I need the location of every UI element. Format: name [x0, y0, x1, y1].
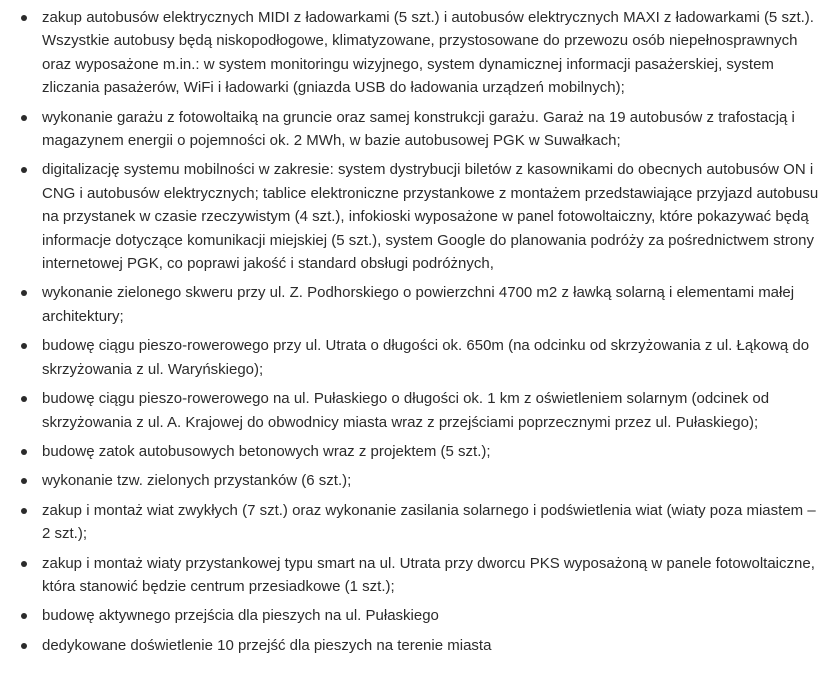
list-item-text: wykonanie garażu z fotowoltaiką na gruncie oraz samej konstrukcji garażu. Garaż na 19 autobusów z trafostacją i magazynem energii o pojemności ok. 2 MWh, w bazie autobusowej PGK w Suwałkach;	[42, 108, 795, 150]
list-item	[0, 158, 833, 275]
list-item	[0, 634, 833, 657]
list-item-text: zakup i montaż wiat zwykłych (7 szt.) oraz wykonanie zasilania solarnego i podświetlenia wiat (wiaty poza miastem – 2 szt.);	[42, 501, 816, 543]
list-item-text: zakup i montaż wiaty przystankowej typu smart na ul. Utrata przy dworcu PKS wyposażoną w panele fotowoltaiczne, która stanowić będzie centrum przesiadkowe (1 szt.);	[42, 554, 815, 595]
bullet-icon	[21, 15, 27, 21]
list-item-text: budowę ciągu pieszo-rowerowego na ul. Pułaskiego o długości ok. 1 km z oświetleniem solarnym (odcinek od skrzyżowania z ul. A. Krajowej do obwodnicy miasta wraz z przejściami poprzecznymi przez ul. Pułaskiego);	[42, 390, 770, 431]
list-item	[0, 387, 833, 434]
bullet-list	[0, 6, 833, 657]
bullet-icon	[21, 478, 27, 484]
bullet-icon	[21, 167, 27, 173]
list-item-text: digitalizację systemu mobilności w zakresie: system dystrybucji biletów z kasownikami do obecnych autobusów ON i CNG i autobusów elektrycznych; tablice elektroniczne przystankowe z montażem przedstawiające przyjazd autobusu na przystanek w czasie rzeczywistym (4 szt.), infokioski wyposażone w panel fotowoltaiczny, które pokazywać będą informacje dotyczące komunikacji miejskiej (5 szt.), system Google do planowania podróży za pośrednictwem strony internetowej PGK, co poprawi jakość i standard obsługi podróżnych,	[42, 161, 819, 273]
document-content	[0, 6, 833, 657]
bullet-icon	[21, 449, 27, 455]
bullet-icon	[21, 115, 27, 121]
list-item-text: budowę ciągu pieszo-rowerowego przy ul. Utrata o długości ok. 650m (na odcinku od skrzyżowania z ul. Łąkową do skrzyżowania z ul. Waryńskiego);	[42, 337, 810, 378]
bullet-icon	[21, 396, 27, 402]
bullet-icon	[21, 290, 27, 296]
list-item	[0, 6, 833, 100]
bullet-icon	[21, 643, 27, 649]
list-item-text: budowę zatok autobusowych betonowych wraz z projektem (5 szt.);	[42, 442, 491, 460]
bullet-icon	[21, 508, 27, 514]
list-item-text: dedykowane doświetlenie 10 przejść dla pieszych na terenie miasta	[42, 636, 492, 654]
bullet-icon	[21, 613, 27, 619]
list-item	[0, 106, 833, 153]
list-item	[0, 469, 833, 492]
bullet-icon	[21, 343, 27, 349]
list-item	[0, 334, 833, 381]
list-item	[0, 552, 833, 599]
list-item-text: wykonanie tzw. zielonych przystanków (6 szt.);	[42, 472, 352, 490]
list-item	[0, 604, 833, 627]
list-item	[0, 281, 833, 328]
bullet-icon	[21, 561, 27, 567]
list-item-text: budowę aktywnego przejścia dla pieszych na ul. Pułaskiego	[42, 607, 439, 625]
list-item-text: zakup autobusów elektrycznych MIDI z ładowarkami (5 szt.) i autobusów elektrycznych MAXI z ładowarkami (5 szt.). Wszystkie autobusy będą niskopodłogowe, klimatyzowane, przystosowane do przewozu osób niepełnosprawnych oraz wyposażone m.in.: w system monitoringu wizyjnego, system dynamicznej informacji pasażerskiej, system zliczania pasażerów, WiFi i ładowarki (gniazda USB do ładowania urządzeń mobilnych);	[42, 9, 814, 97]
list-item	[0, 499, 833, 546]
list-item-text: wykonanie zielonego skweru przy ul. Z. Podhorskiego o powierzchni 4700 m2 z ławką solarną i elementami małej architektury;	[42, 284, 795, 325]
list-item	[0, 440, 833, 463]
